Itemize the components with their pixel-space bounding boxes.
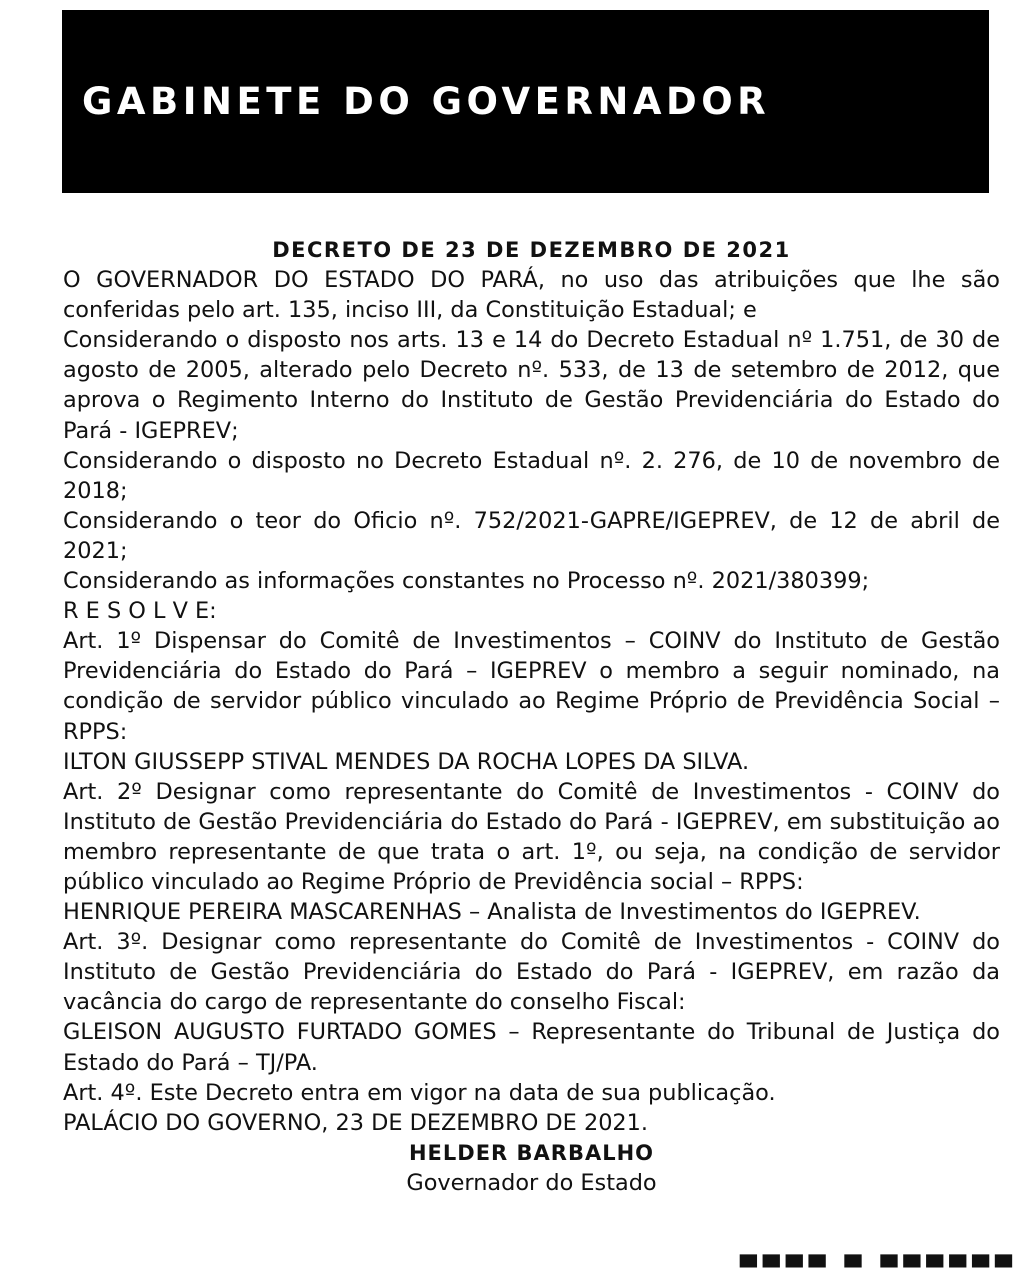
header-title: GABINETE DO GOVERNADOR: [82, 80, 771, 123]
decree-document: [63, 235, 1000, 1198]
article-4: Art. 4º. Este Decreto entra em vigor na data de sua publicação.: [63, 1079, 776, 1106]
preamble-paragraph: O GOVERNADOR DO ESTADO DO PARÁ, no uso das atribuições que lhe são conferidas pelo art. 135, inciso III, da Constituição Estadual; e: [63, 267, 1000, 324]
considering-paragraph: Considerando o disposto no Decreto Estadual nº. 2. 276, de 10 de novembro de 2018;: [63, 447, 1000, 504]
article-1: Art. 1º Dispensar do Comitê de Investimentos – COINV do Instituto de Gestão Previdenciária do Estado do Pará – IGEPREV o membro a seguir nominado, na condição de servidor público vinculado ao Regime Próprio de Previdência Social – RPPS:: [63, 628, 1000, 745]
considering-paragraph: Considerando as informações constantes no Processo nº. 2021/380399;: [63, 568, 870, 595]
considering-paragraph: Considerando o disposto nos arts. 13 e 14 do Decreto Estadual nº 1.751, de 30 de agosto de 2005, alterado pelo Decreto nº. 533, de 13 de setembro de 2012, que aprova o Regimento Interno do Instituto de Gestão Previdenciária do Estado do Pará - IGEPREV;: [63, 327, 1000, 444]
designated-member-2: GLEISON AUGUSTO FURTADO GOMES – Representante do Tribunal de Justiça do Estado do Pará – TJ/PA.: [63, 1019, 1000, 1076]
article-3: Art. 3º. Designar como representante do Comitê de Investimentos - COINV do Instituto de Gestão Previdenciária do Estado do Pará - IGEPREV, em razão da vacância do cargo de representante do conselho Fiscal:: [63, 929, 1000, 1016]
cropped-text-glyphs: ▀▀▀▀ ▀ ▀▀▀▀▀▀: [740, 1256, 1019, 1281]
signatory-name: HELDER BARBALHO: [408, 1140, 655, 1165]
place-and-date: PALÁCIO DO GOVERNO, 23 DE DEZEMBRO DE 2021.: [63, 1109, 649, 1136]
signatory-role: Governador do Estado: [406, 1169, 657, 1196]
considering-paragraph: Considerando o teor do Oficio nº. 752/2021-GAPRE/IGEPREV, de 12 de abril de 2021;: [63, 507, 1000, 564]
resolve-heading: R E S O L V E:: [63, 598, 217, 625]
designated-member-1: HENRIQUE PEREIRA MASCARENHAS – Analista de Investimentos do IGEPREV.: [63, 899, 921, 926]
decree-title: DECRETO DE 23 DE DEZEMBRO DE 2021: [272, 238, 791, 262]
article-2: Art. 2º Designar como representante do Comitê de Investimentos - COINV do Instituto de Gestão Previdenciária do Estado do Pará - IGEPREV, em substituição ao membro representante de que trata o art. 1º, ou seja, na condição de servidor público vinculado ao Regime Próprio de Previdência social – RPPS:: [63, 778, 1000, 895]
cropped-text-fragment: [740, 1256, 1020, 1281]
header-banner: [62, 10, 989, 193]
dismissed-member-name: ILTON GIUSSEPP STIVAL MENDES DA ROCHA LOPES DA SILVA.: [63, 748, 750, 775]
